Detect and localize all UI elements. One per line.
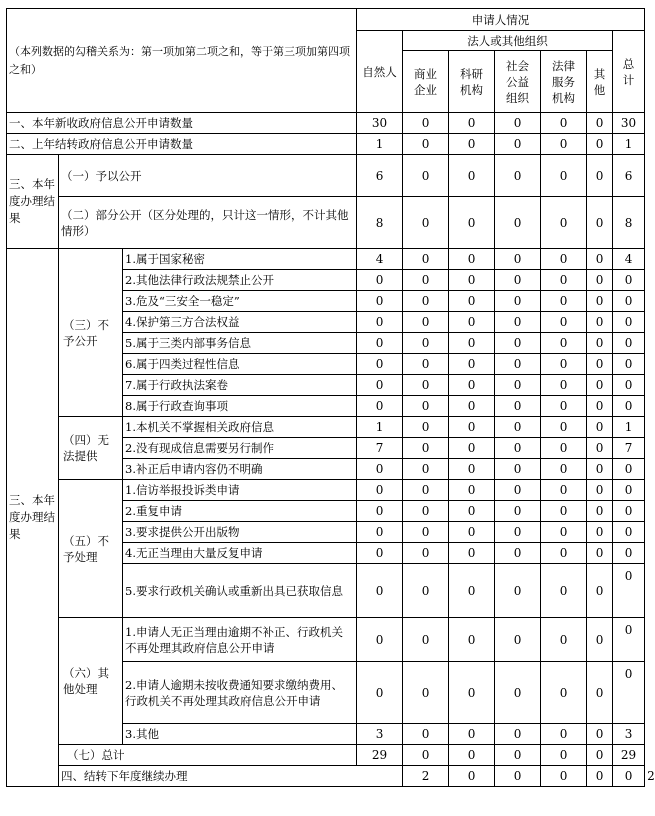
- cell-value: 0: [613, 501, 645, 522]
- cell-value: 0: [613, 291, 645, 312]
- cell-value: 0: [495, 543, 541, 564]
- cell-value: 0: [495, 459, 541, 480]
- row-label: 6.属于四类过程性信息: [123, 354, 357, 375]
- cell-value: 0: [357, 564, 403, 618]
- cell-value: 0: [495, 522, 541, 543]
- cell-value: 0: [587, 522, 613, 543]
- cell-value: 0: [495, 134, 541, 155]
- cell-value: 0: [449, 564, 495, 618]
- header-note: （本列数据的勾稽关系为：第一项加第二项之和，等于第三项加第四项之和）: [7, 9, 357, 113]
- row-label: 1.本机关不掌握相关政府信息: [123, 417, 357, 438]
- cell-value: 0: [403, 564, 449, 618]
- cell-value: 30: [357, 113, 403, 134]
- cell-value: 0: [449, 417, 495, 438]
- cell-value: 0: [587, 662, 613, 724]
- cell-value: 0: [587, 501, 613, 522]
- cell-value: 0: [495, 745, 541, 766]
- cell-value: 0: [449, 662, 495, 724]
- cell-value: 0: [541, 480, 587, 501]
- cell-value: 0: [613, 766, 645, 787]
- cell-value: 0: [541, 724, 587, 745]
- cell-value: 0: [541, 354, 587, 375]
- cell-value: 0: [495, 249, 541, 270]
- cell-value: 0: [613, 270, 645, 291]
- cell-value: 0: [613, 375, 645, 396]
- cell-value: 0: [541, 564, 587, 618]
- cell-value: 0: [403, 459, 449, 480]
- cell-value: 8: [613, 197, 645, 249]
- cell-value: 0: [613, 354, 645, 375]
- cell-value: 0: [587, 766, 613, 787]
- cell-value: 0: [403, 155, 449, 197]
- cell-value: 2: [403, 766, 449, 787]
- cell-value: 0: [403, 417, 449, 438]
- cell-value: 0: [541, 333, 587, 354]
- cell-value: 0: [495, 501, 541, 522]
- row-label: 7.属于行政执法案卷: [123, 375, 357, 396]
- group-label: （六）其他处理: [59, 618, 123, 745]
- cell-value: 0: [449, 501, 495, 522]
- cell-value: 0: [403, 745, 449, 766]
- cell-value: 0: [357, 459, 403, 480]
- section-label: 三、本年度办理结果: [7, 249, 59, 787]
- cell-value: 0: [449, 618, 495, 662]
- cell-value: 0: [541, 249, 587, 270]
- cell-value: 0: [587, 197, 613, 249]
- cell-value: 1: [357, 417, 403, 438]
- cell-value: 3: [357, 724, 403, 745]
- header-research: 科研机构: [449, 51, 495, 113]
- cell-value: 0: [587, 438, 613, 459]
- cell-value: 0: [587, 618, 613, 662]
- cell-value: 0: [495, 724, 541, 745]
- cell-value: 0: [541, 662, 587, 724]
- cell-value: 0: [587, 724, 613, 745]
- cell-value: 0: [403, 724, 449, 745]
- cell-value: 0: [541, 522, 587, 543]
- section-label: 三、本年度办理结果: [7, 155, 59, 249]
- cell-value: 0: [495, 618, 541, 662]
- cell-value: 0: [495, 417, 541, 438]
- cell-value: 0: [541, 197, 587, 249]
- row-label: 1.信访举报投诉类申请: [123, 480, 357, 501]
- row-label: 5.属于三类内部事务信息: [123, 333, 357, 354]
- cell-value: 0: [495, 113, 541, 134]
- cell-value: 0: [403, 113, 449, 134]
- cell-value: 0: [449, 270, 495, 291]
- cell-value: 0: [403, 375, 449, 396]
- cell-value: 0: [403, 396, 449, 417]
- group-label: （四）无法提供: [59, 417, 123, 480]
- cell-value: 0: [357, 480, 403, 501]
- group-label: （五）不予处理: [59, 480, 123, 618]
- cell-value: 4: [357, 249, 403, 270]
- row-label: 2.没有现成信息需要另行制作: [123, 438, 357, 459]
- cell-value: 0: [449, 438, 495, 459]
- cell-value: 0: [357, 618, 403, 662]
- cell-value: 30: [613, 113, 645, 134]
- cell-value: 0: [357, 354, 403, 375]
- cell-value: 3: [613, 724, 645, 745]
- cell-value: 0: [495, 438, 541, 459]
- cell-value: 6: [613, 155, 645, 197]
- cell-value: 0: [587, 333, 613, 354]
- cell-value: 0: [613, 543, 645, 564]
- cell-value: 0: [587, 564, 613, 618]
- cell-value: 0: [587, 745, 613, 766]
- row-label: 3.危及“三安全一稳定”: [123, 291, 357, 312]
- row-label: 2.重复申请: [123, 501, 357, 522]
- row-label: 3.要求提供公开出版物: [123, 522, 357, 543]
- cell-value: 0: [541, 745, 587, 766]
- cell-value: 0: [403, 134, 449, 155]
- cell-value: 0: [587, 396, 613, 417]
- cell-value: 0: [357, 396, 403, 417]
- cell-value: 0: [403, 312, 449, 333]
- group-label: （三）不予公开: [59, 249, 123, 417]
- row-label: 3.其他: [123, 724, 357, 745]
- cell-value: 0: [587, 134, 613, 155]
- cell-value: 0: [449, 543, 495, 564]
- cell-value: 0: [541, 155, 587, 197]
- cell-value: 0: [541, 270, 587, 291]
- row-label: 2.申请人逾期未按收费通知要求缴纳费用、行政机关不再处理其政府信息公开申请: [123, 662, 357, 724]
- cell-value: 0: [613, 396, 645, 417]
- header-social: 社会公益组织: [495, 51, 541, 113]
- cell-value: 0: [449, 197, 495, 249]
- cell-value: 0: [541, 766, 587, 787]
- cell-value: 0: [403, 354, 449, 375]
- cell-value: 0: [495, 155, 541, 197]
- cell-value: 0: [541, 501, 587, 522]
- cell-value: 0: [587, 375, 613, 396]
- cell-value: 0: [495, 197, 541, 249]
- cell-value: 1: [613, 134, 645, 155]
- cell-value: 0: [449, 396, 495, 417]
- cell-value: 0: [357, 333, 403, 354]
- cell-value: 0: [541, 543, 587, 564]
- cell-value: 0: [357, 543, 403, 564]
- cell-value: 0: [613, 564, 645, 618]
- header-legal-or-other: 法人或其他组织: [403, 31, 613, 51]
- cell-value: 0: [495, 662, 541, 724]
- cell-value: 0: [403, 618, 449, 662]
- cell-value: 7: [357, 438, 403, 459]
- cell-value: 0: [495, 396, 541, 417]
- cell-value: 0: [613, 459, 645, 480]
- cell-value: 29: [613, 745, 645, 766]
- cell-value: 0: [403, 522, 449, 543]
- cell-value: 0: [495, 333, 541, 354]
- cell-value: 0: [495, 312, 541, 333]
- row-label: 1.属于国家秘密: [123, 249, 357, 270]
- cell-value: 0: [449, 155, 495, 197]
- cell-value: 0: [541, 459, 587, 480]
- cell-value: 0: [613, 522, 645, 543]
- header-applicant-info: 申请人情况: [357, 9, 645, 31]
- cell-value: 0: [449, 375, 495, 396]
- header-other: 其他: [587, 51, 613, 113]
- cell-value: 0: [541, 312, 587, 333]
- cell-value: 6: [357, 155, 403, 197]
- cell-value: 0: [587, 312, 613, 333]
- cell-value: 0: [449, 312, 495, 333]
- cell-value: 0: [541, 618, 587, 662]
- row-label: （一）予以公开: [59, 155, 357, 197]
- cell-value: 1: [357, 134, 403, 155]
- cell-value: 0: [613, 312, 645, 333]
- cell-value: 0: [403, 501, 449, 522]
- cell-value: 0: [449, 745, 495, 766]
- cell-value: 0: [403, 333, 449, 354]
- cell-value: 0: [449, 766, 495, 787]
- cell-value: 0: [587, 113, 613, 134]
- cell-value: 7: [613, 438, 645, 459]
- row-label: 二、上年结转政府信息公开申请数量: [7, 134, 357, 155]
- cell-value: 0: [449, 113, 495, 134]
- cell-value: 0: [449, 724, 495, 745]
- cell-value: 0: [541, 438, 587, 459]
- cell-value: 29: [357, 745, 403, 766]
- cell-value: 1: [613, 417, 645, 438]
- cell-value: 0: [587, 417, 613, 438]
- cell-value: 0: [541, 291, 587, 312]
- cell-value: 0: [449, 522, 495, 543]
- cell-value: 0: [587, 480, 613, 501]
- row-label: 一、本年新收政府信息公开申请数量: [7, 113, 357, 134]
- cell-value: 0: [541, 113, 587, 134]
- cell-value: 0: [587, 354, 613, 375]
- cell-value: 0: [541, 396, 587, 417]
- cell-value: 0: [403, 270, 449, 291]
- cell-value: 0: [403, 291, 449, 312]
- cell-value: 0: [541, 375, 587, 396]
- row-label: 四、结转下年度继续办理: [59, 766, 403, 787]
- cell-value: 0: [403, 197, 449, 249]
- cell-value: 0: [495, 375, 541, 396]
- cell-value: 0: [357, 375, 403, 396]
- cell-value: 0: [449, 249, 495, 270]
- cell-value: 0: [357, 501, 403, 522]
- cell-value: 0: [587, 155, 613, 197]
- cell-value: 0: [449, 333, 495, 354]
- row-label: 4.保护第三方合法权益: [123, 312, 357, 333]
- cell-value: 0: [495, 270, 541, 291]
- row-label: 3.补正后申请内容仍不明确: [123, 459, 357, 480]
- row-label: （二）部分公开（区分处理的，只计这一情形，不计其他情形）: [59, 197, 357, 249]
- row-label: 1.申请人无正当理由逾期不补正、行政机关不再处理其政府信息公开申请: [123, 618, 357, 662]
- header-legal-service: 法律服务机构: [541, 51, 587, 113]
- cell-value: 0: [495, 480, 541, 501]
- cell-value: 4: [613, 249, 645, 270]
- cell-value: 0: [357, 522, 403, 543]
- cell-value: 0: [403, 438, 449, 459]
- cell-value: 0: [587, 249, 613, 270]
- cell-value: 0: [613, 333, 645, 354]
- cell-value: 0: [495, 766, 541, 787]
- cell-value: 0: [495, 291, 541, 312]
- cell-value: 0: [449, 134, 495, 155]
- row-label: 8.属于行政查询事项: [123, 396, 357, 417]
- cell-value: 0: [587, 459, 613, 480]
- cell-value: 0: [541, 417, 587, 438]
- cell-value: 0: [449, 480, 495, 501]
- header-natural-person: 自然人: [357, 31, 403, 113]
- cell-value: 8: [357, 197, 403, 249]
- cell-value: 0: [403, 249, 449, 270]
- row-label: 5.要求行政机关确认或重新出具已获取信息: [123, 564, 357, 618]
- cell-value: 0: [449, 354, 495, 375]
- cell-value: 0: [541, 134, 587, 155]
- cell-value: 0: [357, 662, 403, 724]
- cell-value: 0: [357, 270, 403, 291]
- cell-value: 0: [613, 662, 645, 724]
- cell-value: 0: [357, 312, 403, 333]
- cell-value: 0: [403, 662, 449, 724]
- cell-value: 0: [613, 480, 645, 501]
- cell-value: 0: [613, 618, 645, 662]
- foi-statistics-table: （本列数据的勾稽关系为：第一项加第二项之和，等于第三项加第四项之和） 申请人情况 自然人 法人或其他组织 总计 商业企业 科研机构 社会公益组织 法律服务机构 其他 一、本年新收政府信息公开申请数量 30 0 0 0 0 0 30 二、上年结转政府信息公开申请数量 1 0 0 0 0 0 1 三、本年度办理结果 （一）予以公开 6 0 0 0 0 0 6 （二）部分公开（区分处理的，只计这一情形，不计其他情形） 8 0 0 0 0 0 8 三、本年度办理结果 （三）不予公开 1.属于国家秘密 4 0 0 0 0 0 4 2.其他法律行政法规禁止公开 0 0 0 0 0 0 0 3.危及“三安全一稳定” 0 0 0 0 0 0 0 4.保护第三方合法权益 0 0 0 0 0 0 0 5.属于三类内部事务信息 0 0 0 0 0 0 0 6.属于四类过程性信息 0 0 0 0 0 0 0 7.属于行政执法案卷 0 0 0 0 0 0 0 8.属于行政查询事项 0 0 0 0 0 0 0 （四）无法提供 1.本机关不掌握相关政府信息 1 0 0 0 0 0 1 2.没有现成信息需要另行制作 7 0 0 0 0 0 7 3.补正后申请内容仍不明确 0 0 0 0 0 0 0 （五）不予处理 1.信访举报投诉类申请 0 0 0 0 0 0 0 2.重复申请 0 0 0 0 0 0 0 3.要求提供公开出版物 0 0 0 0 0 0 0 4.无正当理由大量反复申请 0 0 0 0 0 0 0 5.要求行政机关确认或重新出具已获取信息 0 0 0 0 0 0 0 （六）其他处理 1.申请人无正当理由逾期不补正、行政机关不再处理其政府信息公开申请 0 0 0 0 0 0 0 2.申请人逾期未按收费通知要求缴纳费用、行政机关不再处理其政府信息公开申请 0 0 0 0 0 0 0 3.其他 3 0 0 0 0 0 3 （七）总计 29 0 0 0 0 0 29 四、结转下年度继续办理 2 0 0 0 0 0 2: [6, 8, 645, 787]
- cell-value: 0: [587, 270, 613, 291]
- cell-value: 0: [587, 543, 613, 564]
- cell-value: 0: [449, 291, 495, 312]
- row-label: 2.其他法律行政法规禁止公开: [123, 270, 357, 291]
- cell-value: 0: [587, 291, 613, 312]
- cell-value: 0: [495, 354, 541, 375]
- cell-value: 0: [449, 459, 495, 480]
- cell-value: 0: [403, 480, 449, 501]
- header-commercial: 商业企业: [403, 51, 449, 113]
- row-label: （七）总计: [59, 745, 357, 766]
- cell-value: 0: [357, 291, 403, 312]
- row-label: 4.无正当理由大量反复申请: [123, 543, 357, 564]
- cell-value: 0: [403, 543, 449, 564]
- cell-value: 0: [495, 564, 541, 618]
- header-total: 总计: [613, 31, 645, 113]
